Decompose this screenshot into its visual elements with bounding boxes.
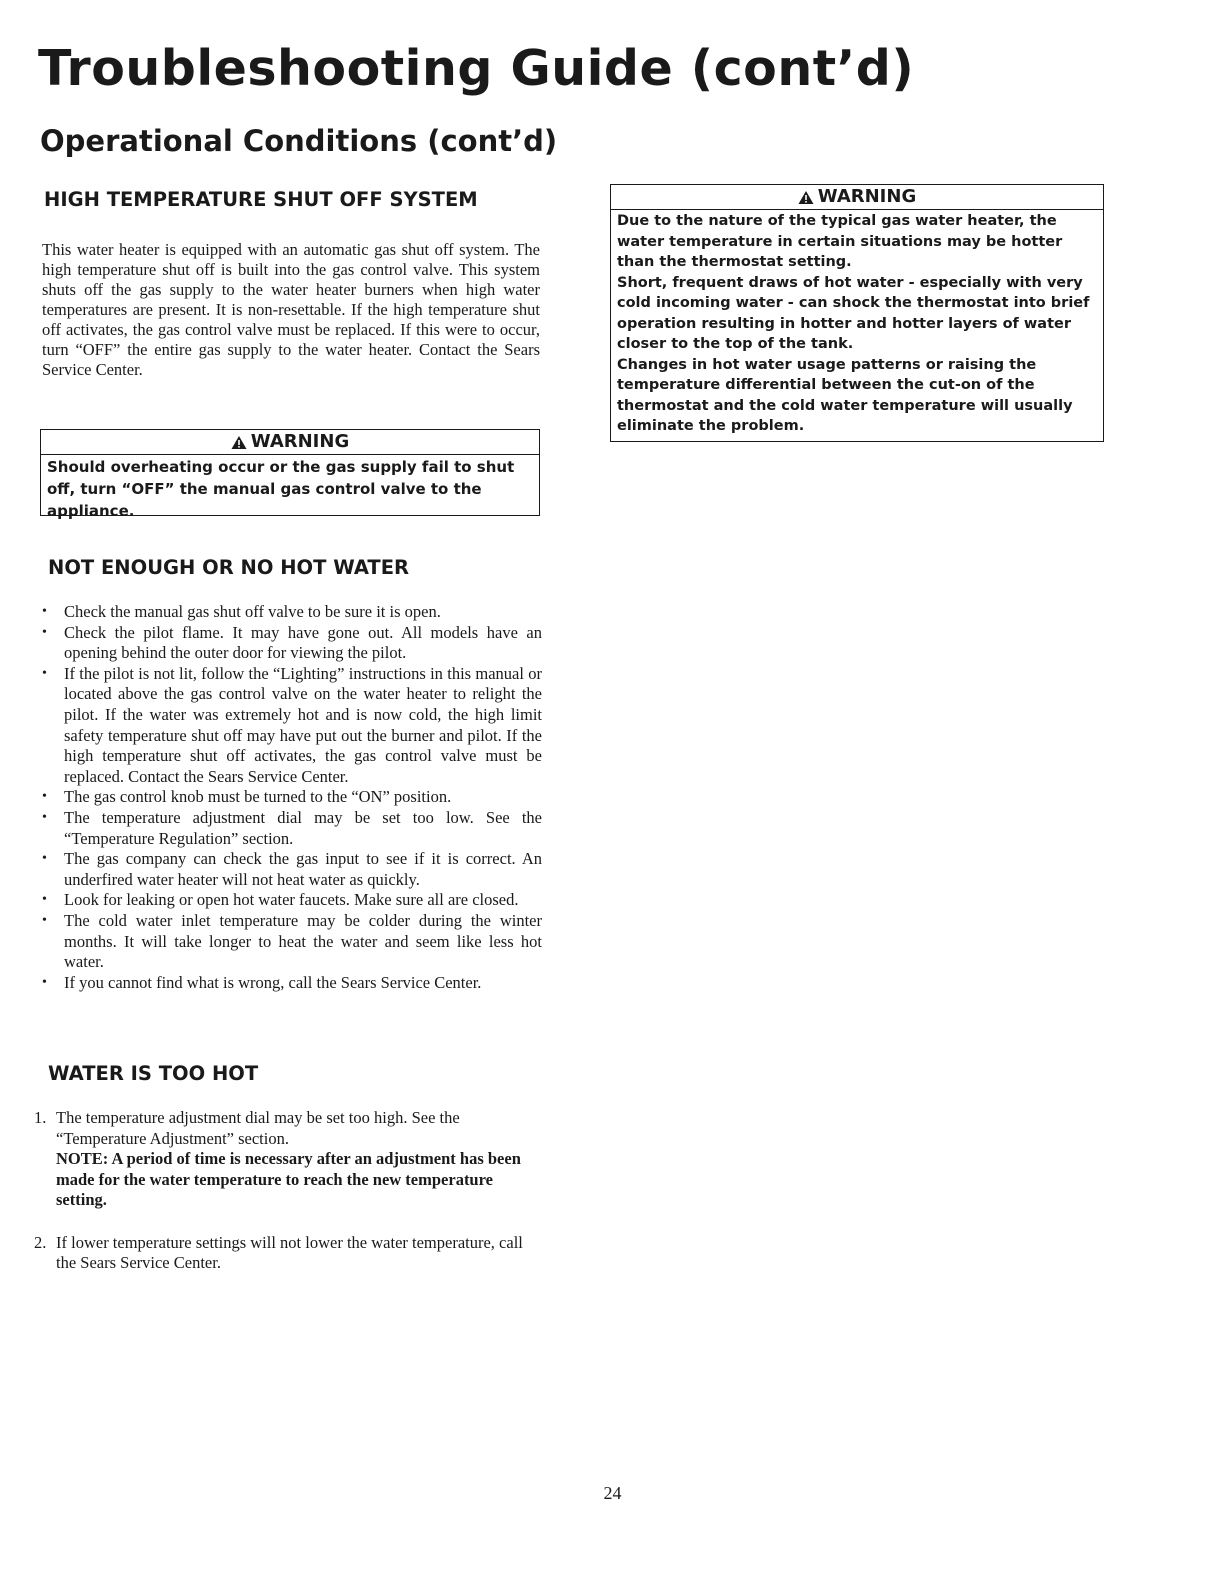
- list-item: [26, 1233, 542, 1274]
- high-temp-heading: HIGH TEMPERATURE SHUT OFF SYSTEM: [44, 188, 478, 211]
- list-item: • Look for leaking or open hot water faucets. Make sure all are closed.: [42, 890, 519, 910]
- bullet-icon: •: [42, 789, 47, 805]
- warning-paragraph: Should overheating occur or the gas supply fail to shut off, turn “OFF” the manual gas control valve to the appliance.: [47, 458, 515, 520]
- list-item: • The gas company can check the gas input to see if it is correct. An underfired water heater will not heat water as quickly.: [42, 849, 542, 889]
- warning-paragraph: Short, frequent draws of hot water - especially with very cold incoming water - can shock the thermostat into brief operation resulting in hotter and hotter layers of water closer to the top of the tank.: [617, 274, 1090, 352]
- warning-header: [611, 185, 1103, 210]
- list-item: • The gas control knob must be turned to the “ON” position.: [42, 787, 452, 807]
- warning-paragraph: Due to the nature of the typical gas water heater, the water temperature in certain situations may be hotter than the thermostat setting.: [617, 213, 1063, 270]
- bullet-icon: •: [42, 974, 47, 990]
- item-text: The temperature adjustment dial may be set too high. See the “Temperature Adjustment” section.: [56, 1108, 460, 1148]
- warning-triangle-icon: [231, 435, 247, 450]
- warning-title: WARNING: [250, 431, 350, 452]
- warning-text: [41, 455, 539, 526]
- warning-paragraph: Changes in hot water usage patterns or raising the temperature differential between the cut-on of the thermostat and the cold water temperature will usually eliminate the problem.: [617, 356, 1073, 434]
- item-text: If lower temperature settings will not lower the water temperature, call the Sears Service Center.: [56, 1232, 523, 1272]
- bullet-icon: •: [42, 809, 47, 825]
- list-item: [26, 1108, 542, 1211]
- warning-title: WARNING: [817, 186, 917, 207]
- bullet-icon: •: [42, 892, 47, 908]
- list-item: • Check the manual gas shut off valve to be sure it is open.: [42, 602, 441, 621]
- warning-box-temperature: [610, 184, 1104, 442]
- page-subtitle: Operational Conditions (cont’d): [40, 124, 558, 158]
- item-note: NOTE: A period of time is necessary after an adjustment has been made for the water temperature to reach the new temperature setting.: [56, 1149, 521, 1209]
- warning-text: [611, 210, 1103, 441]
- bullet-icon: •: [42, 665, 47, 681]
- item-number: 1.: [34, 1108, 47, 1127]
- item-number: 2.: [34, 1232, 47, 1252]
- list-item: • Check the pilot flame. It may have gone out. All models have an opening behind the outer door for viewing the pilot.: [42, 622, 542, 663]
- too-hot-heading: WATER IS TOO HOT: [48, 1062, 259, 1085]
- warning-header: [41, 430, 539, 455]
- list-item: • If you cannot find what is wrong, call the Sears Service Center.: [42, 972, 482, 992]
- warning-box-overheating: [40, 429, 540, 520]
- warning-triangle-icon: [798, 190, 814, 205]
- bullet-icon: •: [42, 912, 47, 928]
- bullet-icon: •: [42, 604, 47, 619]
- list-item: • If the pilot is not lit, follow the “Lighting” instructions in this manual or located above the gas control valve on the water heater to relight the pilot. If the water was extremely hot and is now cold, the high limit safety temperature shut off may have put out the burner and pilot. If the high temperature shut off activates, the gas control valve must be replaced. Contact the Sears Service Center.: [42, 663, 542, 786]
- too-hot-list: [26, 1108, 542, 1274]
- bullet-icon: •: [42, 624, 47, 640]
- bullet-icon: •: [42, 851, 47, 867]
- not-enough-heading: NOT ENOUGH OR NO HOT WATER: [48, 556, 410, 579]
- page-title: Troubleshooting Guide (cont’d): [38, 40, 915, 97]
- high-temp-body: This water heater is equipped with an automatic gas shut off system. The high temperature shut off is built into the gas control valve. This system shuts off the gas supply to the water heater burners when high water temperatures are present. It is non-resettable. If the high temperature shut off activates, the gas control valve must be replaced. If this were to occur, turn “OFF” the entire gas supply to the water heater. Contact the Sears Service Center.: [42, 240, 540, 379]
- list-item: • The temperature adjustment dial may be set too low. See the “Temperature Regulation” section.: [42, 807, 542, 848]
- page-number: 24: [603, 1483, 622, 1503]
- list-item: • The cold water inlet temperature may be colder during the winter months. It will take longer to heat the water and seem like less hot water.: [42, 910, 542, 972]
- not-enough-list: [34, 602, 542, 993]
